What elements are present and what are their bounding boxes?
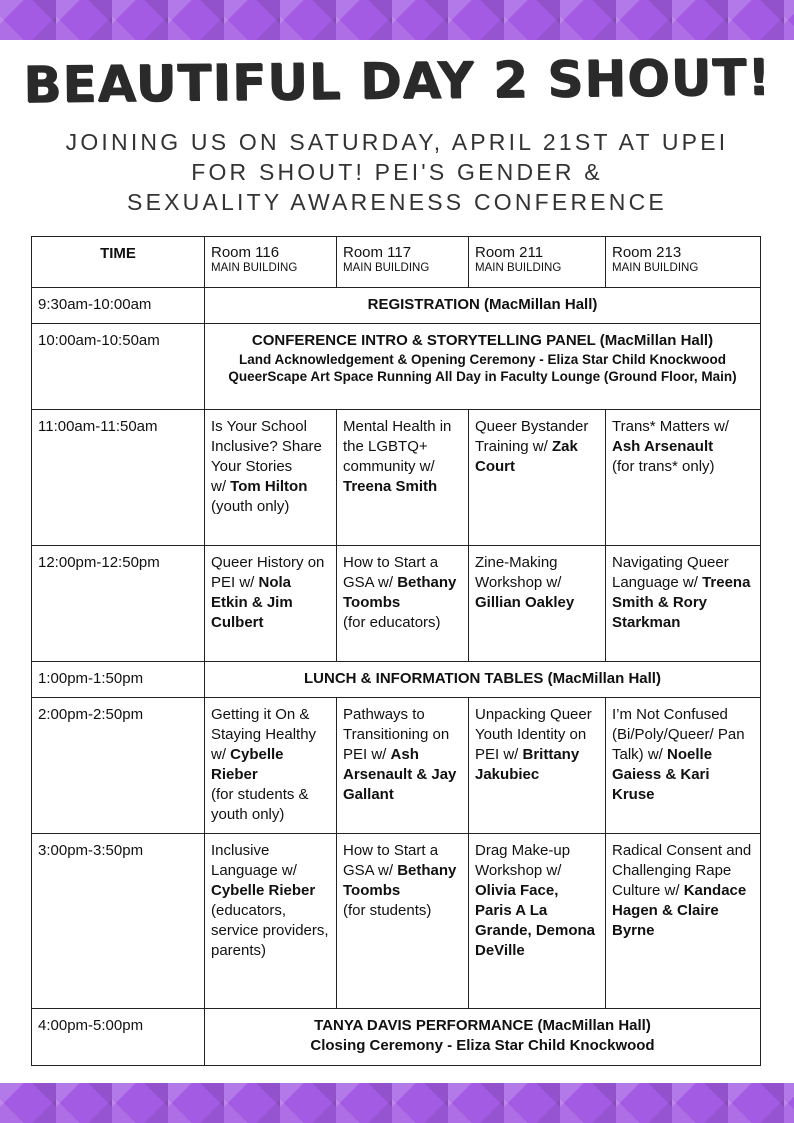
session-cell — [205, 546, 337, 662]
presenter-name: Cybelle Rieber — [211, 746, 284, 783]
session-title: Getting it On & Staying Healthy w/ — [211, 706, 317, 763]
room-building: MAIN BUILDING — [612, 262, 699, 274]
subtitle-line-1: JOINING US ON SATURDAY, APRIL 21ST AT UPEI — [65, 129, 729, 155]
session-note: (for students & youth only) — [211, 786, 309, 823]
time-slot: 2:00pm-2:50pm — [32, 698, 205, 834]
session-cell — [469, 410, 606, 546]
session-title: Unpacking Queer Youth Identity on PEI w/ — [475, 706, 592, 763]
session-title: Navigating Queer Language w/ — [612, 554, 729, 591]
room-name: Room 117 — [343, 244, 412, 261]
time-slot: 3:00pm-3:50pm — [32, 834, 205, 1009]
presenter-name: Noelle Gaiess & Kari Kruse — [612, 746, 713, 803]
time-slot: 12:00pm-12:50pm — [32, 546, 205, 662]
session-title: Trans* Matters w/ — [612, 418, 729, 435]
presenter-name: Ash Arsenault & Jay Gallant — [343, 746, 457, 803]
subtitle-line-3: SEXUALITY AWARENESS CONFERENCE — [127, 189, 667, 215]
session-cell — [205, 834, 337, 1009]
closing-line-2: Closing Ceremony - Eliza Star Child Knockwood — [310, 1037, 655, 1054]
session-note: (for students) — [343, 902, 432, 919]
session-note: (youth only) — [211, 498, 290, 515]
session-title: I’m Not Confused (Bi/Poly/Queer/ Pan Talk) w/ — [612, 706, 745, 763]
table-row — [32, 410, 761, 546]
presenter-name: Kandace Hagen & Claire Byrne — [612, 882, 747, 939]
session-title: Mental Health in the LGBTQ+ community w/ — [343, 418, 452, 475]
time-slot: 11:00am-11:50am — [32, 410, 205, 546]
header-time: TIME — [32, 237, 205, 288]
session-cell — [606, 698, 761, 834]
presenter-name: Treena Smith — [343, 478, 438, 495]
intro-line-1: CONFERENCE INTRO & STORYTELLING PANEL (MacMillan Hall) — [251, 332, 714, 349]
header-room-116 — [205, 237, 337, 288]
presenter-name: Gillian Oakley — [475, 594, 575, 611]
session-cell — [337, 698, 469, 834]
session-cell — [606, 834, 761, 1009]
presenter-name: Brittany Jakubiec — [475, 746, 580, 783]
session-title: Drag Make-up Workshop w/ — [475, 842, 571, 879]
header-room-213 — [606, 237, 761, 288]
room-name: Room 116 — [211, 244, 280, 261]
registration-cell: REGISTRATION (MacMillan Hall) — [205, 288, 761, 324]
session-title: How to Start a GSA w/ — [343, 842, 439, 879]
session-title: Is Your School Inclusive? Share Your Stories — [211, 418, 322, 475]
session-cell — [205, 410, 337, 546]
table-row — [32, 546, 761, 662]
session-title: Inclusive Language w/ — [211, 842, 297, 879]
session-title: Radical Consent and Challenging Rape Culture w/ — [612, 842, 752, 899]
presenter-name: Bethany Toombs — [343, 574, 457, 611]
room-building: MAIN BUILDING — [211, 262, 298, 274]
room-name: Room 213 — [612, 244, 682, 261]
presenter-name: Cybelle Rieber — [211, 882, 316, 899]
top-decorative-band — [0, 0, 794, 40]
session-title: Queer Bystander Training w/ — [475, 418, 589, 455]
closing-line-1: TANYA DAVIS PERFORMANCE (MacMillan Hall) — [314, 1017, 651, 1034]
session-title: How to Start a GSA w/ — [343, 554, 439, 591]
session-note: (for educators) — [343, 614, 441, 631]
session-cell — [337, 410, 469, 546]
presenter-name: Ash Arsenault — [612, 438, 714, 455]
table-row — [32, 324, 761, 410]
session-title: Zine-Making Workshop w/ — [475, 554, 562, 591]
presenter-name: Bethany Toombs — [343, 862, 457, 899]
room-name: Room 211 — [475, 244, 544, 261]
presenter-name: Treena Smith & Rory Starkman — [612, 574, 751, 631]
session-cell — [606, 546, 761, 662]
session-cell — [337, 546, 469, 662]
lunch-cell: LUNCH & INFORMATION TABLES (MacMillan Hall) — [205, 662, 761, 698]
session-title: Pathways to Transitioning on PEI w/ — [343, 706, 450, 763]
session-cell — [469, 546, 606, 662]
session-cell — [337, 834, 469, 1009]
room-building: MAIN BUILDING — [343, 262, 430, 274]
time-slot: 1:00pm-1:50pm — [32, 662, 205, 698]
table-row — [32, 662, 761, 698]
presenter-name: Nola Etkin & Jim Culbert — [211, 574, 293, 631]
session-cell — [469, 834, 606, 1009]
subtitle-line-2: FOR SHOUT! PEI'S GENDER & — [191, 159, 603, 185]
session-cell — [469, 698, 606, 834]
table-row — [32, 288, 761, 324]
presenter-name: Tom Hilton — [230, 478, 308, 495]
table-row — [32, 1009, 761, 1066]
time-slot: 9:30am-10:00am — [32, 288, 205, 324]
closing-cell — [205, 1009, 761, 1066]
session-cell — [606, 410, 761, 546]
session-text: w/ — [211, 478, 231, 495]
poster-subtitle — [0, 127, 794, 217]
bottom-decorative-band — [0, 1083, 794, 1123]
header-room-117 — [337, 237, 469, 288]
poster-title: BEAUTIFUL DAY 2 SHOUT! — [22, 48, 772, 114]
schedule-table — [31, 236, 761, 1066]
presenter-name: Zak Court — [475, 438, 578, 475]
table-row — [32, 834, 761, 1009]
session-title: Queer History on PEI w/ — [211, 554, 325, 591]
table-row — [32, 698, 761, 834]
presenter-name: Olivia Face, Paris A La Grande, Demona DeVille — [475, 882, 596, 959]
intro-line-2: Land Acknowledgement & Opening Ceremony - Eliza Star Child Knockwood — [238, 352, 727, 367]
time-slot: 10:00am-10:50am — [32, 324, 205, 410]
intro-panel-cell — [205, 324, 761, 410]
table-header-row — [32, 237, 761, 288]
session-cell — [205, 698, 337, 834]
room-building: MAIN BUILDING — [475, 262, 562, 274]
header-room-211 — [469, 237, 606, 288]
intro-line-3: QueerScape Art Space Running All Day in Faculty Lounge (Ground Floor, Main) — [228, 369, 737, 384]
time-slot: 4:00pm-5:00pm — [32, 1009, 205, 1066]
session-note: (for trans* only) — [612, 458, 715, 475]
session-note: (educators, service providers, parents) — [211, 902, 329, 959]
